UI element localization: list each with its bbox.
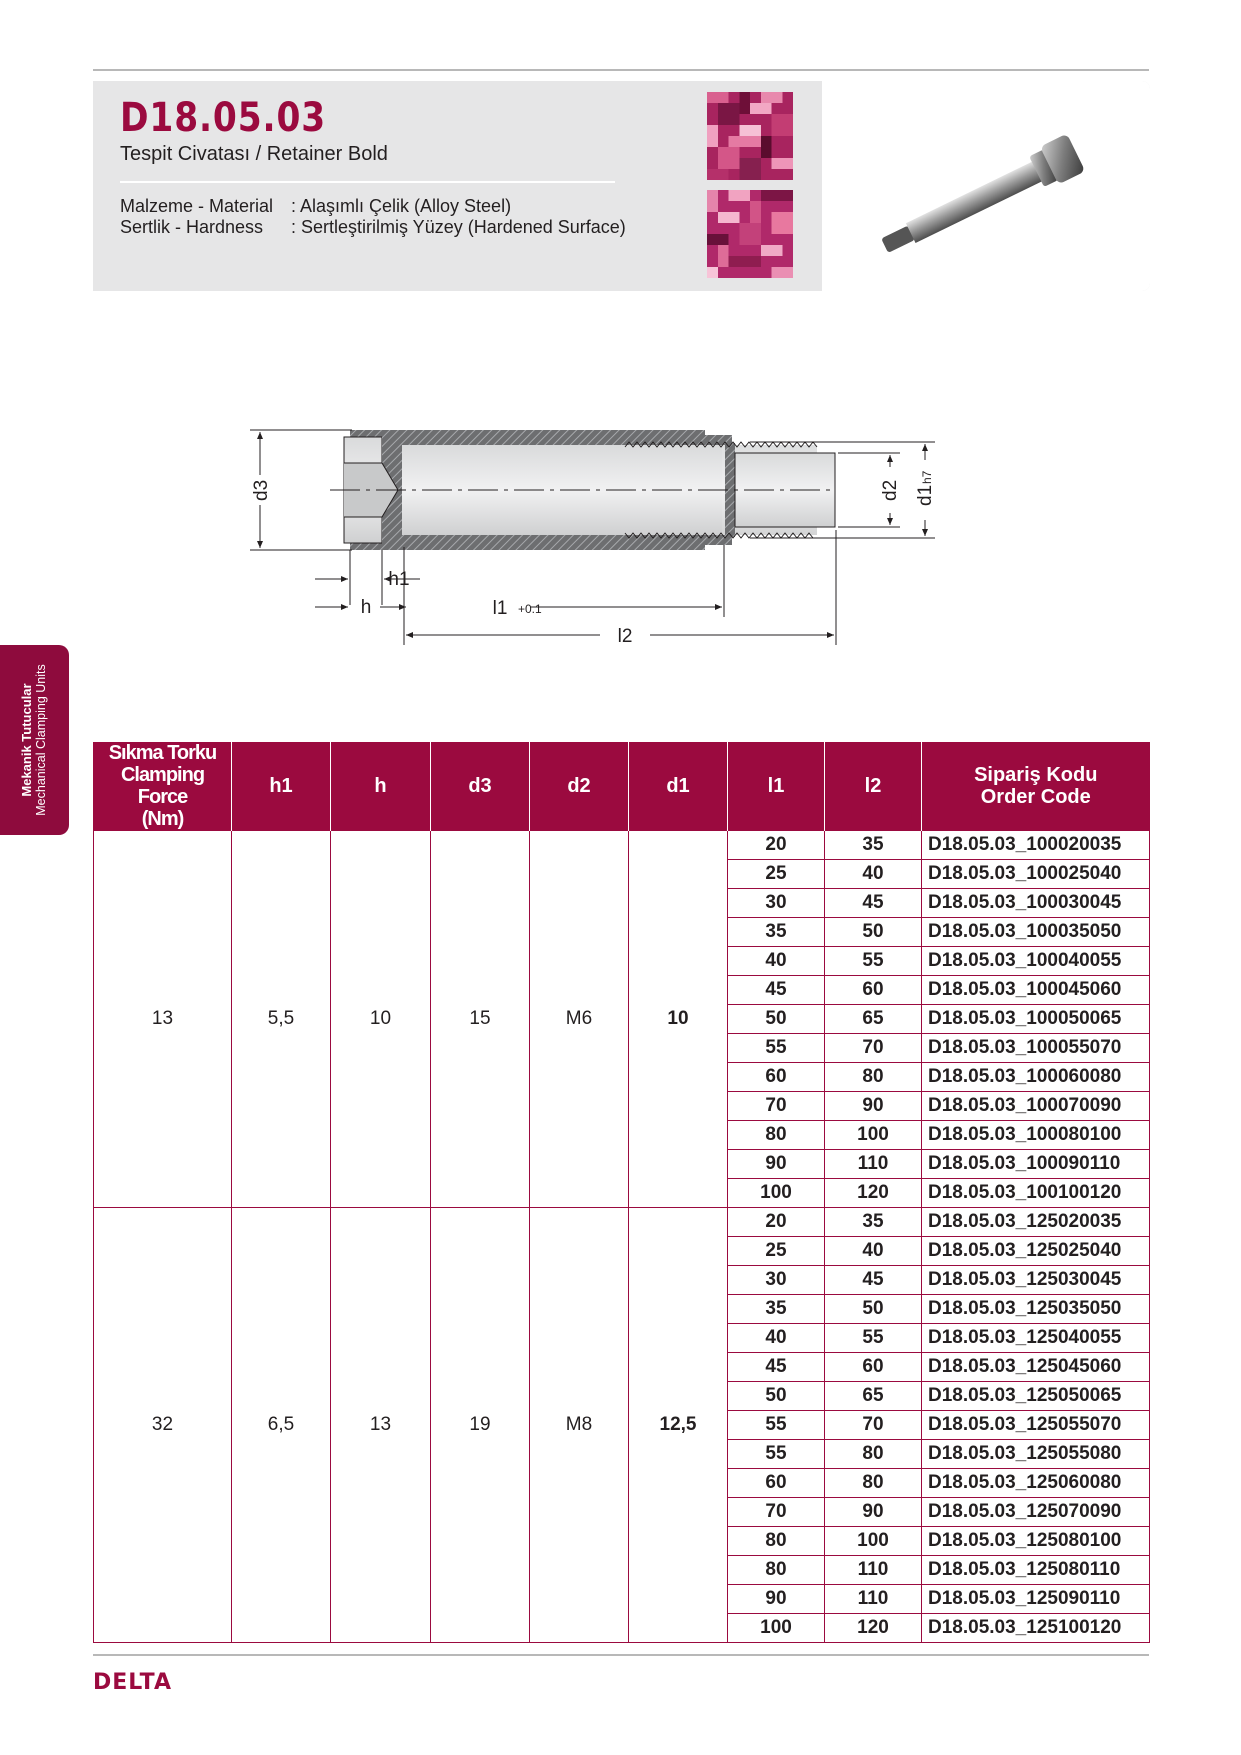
cell-l1: 25: [728, 860, 825, 889]
drawing-body: [330, 430, 835, 550]
material-row: [120, 196, 626, 217]
cell-l1: 30: [728, 1266, 825, 1295]
dim-h: h: [360, 597, 372, 618]
cell-order-code: D18.05.03_125035050: [922, 1295, 1150, 1324]
cell-order-code: D18.05.03_125055080: [922, 1440, 1150, 1469]
cell-order-code: D18.05.03_100040055: [922, 947, 1150, 976]
cell-l2: 55: [825, 947, 922, 976]
cell-l2: 100: [825, 1121, 922, 1150]
cell-order-code: D18.05.03_100080100: [922, 1121, 1150, 1150]
cell-l2: 50: [825, 1295, 922, 1324]
col-h1: h1: [232, 742, 331, 831]
col-clamping-force: [94, 742, 232, 831]
cell-l2: 110: [825, 1585, 922, 1614]
cell-order-code: D18.05.03_125060080: [922, 1469, 1150, 1498]
hardness-label: Sertlik - Hardness: [120, 217, 264, 237]
material-label: Malzeme - Material: [120, 196, 274, 216]
cell-order-code: D18.05.03_125080110: [922, 1556, 1150, 1585]
cell-l2: 90: [825, 1498, 922, 1527]
cell-order-code: D18.05.03_125045060: [922, 1353, 1150, 1382]
force-head-2: Clamping Force: [120, 764, 205, 808]
retainer-bolt-image: [822, 81, 1150, 291]
qr-code-1: [707, 92, 793, 180]
side-tab-text: [19, 664, 49, 815]
table-header: [94, 742, 1150, 831]
cell-order-code: D18.05.03_100050065: [922, 1005, 1150, 1034]
dim-l2: l2: [617, 626, 633, 647]
cell-l2: 80: [825, 1440, 922, 1469]
cell-l2: 70: [825, 1034, 922, 1063]
cell-order-code: D18.05.03_100060080: [922, 1063, 1150, 1092]
cell-l2: 110: [825, 1150, 922, 1179]
cell-order-code: D18.05.03_125080100: [922, 1527, 1150, 1556]
cell-l1: 25: [728, 1237, 825, 1266]
header-panel: [93, 81, 1150, 291]
cell-order-code: D18.05.03_100035050: [922, 918, 1150, 947]
cell-l1: 100: [728, 1614, 825, 1643]
hardness-row: [120, 217, 626, 238]
cell-l1: 45: [728, 976, 825, 1005]
cell-l1: 35: [728, 918, 825, 947]
cell-order-code: D18.05.03_125050065: [922, 1382, 1150, 1411]
product-code: D18.05.03: [120, 95, 327, 141]
cell-l2: 35: [825, 831, 922, 860]
cell-l2: 65: [825, 1005, 922, 1034]
logo-text: DELTA: [93, 1670, 172, 1695]
cell-l1: 40: [728, 947, 825, 976]
dim-d1: d1: [915, 484, 936, 506]
cell-order-code: D18.05.03_125040055: [922, 1324, 1150, 1353]
cell-l1: 50: [728, 1005, 825, 1034]
group-d1: 10: [629, 831, 728, 1208]
dim-l1: l1: [492, 598, 508, 619]
force-head-3: (Nm): [141, 808, 184, 830]
cell-l1: 80: [728, 1556, 825, 1585]
cell-order-code: D18.05.03_125100120: [922, 1614, 1150, 1643]
cell-l2: 120: [825, 1179, 922, 1208]
col-d3: d3: [431, 742, 530, 831]
table-body: [94, 831, 1150, 1643]
cell-order-code: D18.05.03_100025040: [922, 860, 1150, 889]
cell-order-code: D18.05.03_100045060: [922, 976, 1150, 1005]
top-rule: [93, 69, 1149, 71]
cell-l2: 40: [825, 860, 922, 889]
cell-order-code: D18.05.03_125030045: [922, 1266, 1150, 1295]
cell-l1: 90: [728, 1150, 825, 1179]
cell-l1: 50: [728, 1382, 825, 1411]
properties: [120, 196, 626, 238]
col-h: h: [331, 742, 431, 831]
group-force: 32: [94, 1208, 232, 1643]
cell-l1: 20: [728, 831, 825, 860]
cell-order-code: D18.05.03_100030045: [922, 889, 1150, 918]
cell-l2: 90: [825, 1092, 922, 1121]
cell-l2: 120: [825, 1614, 922, 1643]
dim-d3: d3: [251, 479, 272, 501]
dim-l1-tol: +0.1: [518, 602, 542, 616]
col-d1: d1: [629, 742, 728, 831]
delta-logo: [93, 1668, 193, 1694]
product-photo: [822, 81, 1150, 291]
side-tab: [0, 645, 69, 835]
side-tab-title: Mekanik Tutucular: [19, 683, 34, 797]
col-l1: l1: [728, 742, 825, 831]
spec-table: [93, 742, 1150, 1643]
cell-l2: 45: [825, 1266, 922, 1295]
table-row: [94, 831, 1150, 860]
side-tab-subtitle: Mechanical Clamping Units: [34, 664, 48, 816]
technical-drawing: [251, 405, 1030, 665]
cell-l1: 55: [728, 1034, 825, 1063]
col-d2: d2: [530, 742, 629, 831]
group-d2: M8: [530, 1208, 629, 1643]
group-d3: 19: [431, 1208, 530, 1643]
cell-l2: 55: [825, 1324, 922, 1353]
cell-order-code: D18.05.03_125055070: [922, 1411, 1150, 1440]
cell-order-code: D18.05.03_100100120: [922, 1179, 1150, 1208]
cell-l2: 100: [825, 1527, 922, 1556]
group-h1: 6,5: [232, 1208, 331, 1643]
cell-l2: 60: [825, 1353, 922, 1382]
group-force: 13: [94, 831, 232, 1208]
cell-l1: 60: [728, 1469, 825, 1498]
cell-l2: 70: [825, 1411, 922, 1440]
cell-order-code: D18.05.03_100055070: [922, 1034, 1150, 1063]
dim-d1-tol: h7: [920, 470, 934, 484]
cell-order-code: D18.05.03_100070090: [922, 1092, 1150, 1121]
group-h: 13: [331, 1208, 431, 1643]
col-order-code: [922, 742, 1150, 831]
cell-l2: 50: [825, 918, 922, 947]
cell-l1: 70: [728, 1092, 825, 1121]
product-subtitle: Tespit Civatası / Retainer Bold: [120, 143, 388, 165]
cell-l1: 90: [728, 1585, 825, 1614]
cell-l1: 45: [728, 1353, 825, 1382]
cell-l2: 65: [825, 1382, 922, 1411]
order-head-1: Sipariş Kodu: [974, 764, 1098, 786]
cell-l2: 80: [825, 1063, 922, 1092]
cell-order-code: D18.05.03_125025040: [922, 1237, 1150, 1266]
cell-l1: 35: [728, 1295, 825, 1324]
cell-order-code: D18.05.03_100090110: [922, 1150, 1150, 1179]
cell-order-code: D18.05.03_100020035: [922, 831, 1150, 860]
cell-l1: 55: [728, 1411, 825, 1440]
cell-l1: 20: [728, 1208, 825, 1237]
table-row: [94, 1208, 1150, 1237]
order-head-2: Order Code: [980, 786, 1091, 808]
cell-l2: 35: [825, 1208, 922, 1237]
cell-l2: 40: [825, 1237, 922, 1266]
cell-order-code: D18.05.03_125070090: [922, 1498, 1150, 1527]
cell-order-code: D18.05.03_125020035: [922, 1208, 1150, 1237]
dim-d2: d2: [880, 479, 901, 501]
group-d3: 15: [431, 831, 530, 1208]
material-value: : Alaşımlı Çelik (Alloy Steel): [291, 196, 512, 216]
bottom-rule: [93, 1654, 1149, 1656]
qr-code-2: [707, 190, 793, 278]
cell-l1: 30: [728, 889, 825, 918]
cell-l1: 80: [728, 1527, 825, 1556]
group-d2: M6: [530, 831, 629, 1208]
cell-l2: 110: [825, 1556, 922, 1585]
group-h: 10: [331, 831, 431, 1208]
cell-l1: 70: [728, 1498, 825, 1527]
cell-order-code: D18.05.03_125090110: [922, 1585, 1150, 1614]
hardness-value: : Sertleştirilmiş Yüzey (Hardened Surface): [291, 217, 626, 237]
cell-l2: 60: [825, 976, 922, 1005]
title-divider: [120, 181, 615, 183]
force-head-1: Sıkma Torku: [108, 742, 217, 764]
cell-l1: 80: [728, 1121, 825, 1150]
cell-l1: 60: [728, 1063, 825, 1092]
cell-l1: 55: [728, 1440, 825, 1469]
cell-l1: 40: [728, 1324, 825, 1353]
cell-l2: 45: [825, 889, 922, 918]
group-d1: 12,5: [629, 1208, 728, 1643]
dim-h1: h1: [388, 569, 410, 590]
cell-l1: 100: [728, 1179, 825, 1208]
cell-l2: 80: [825, 1469, 922, 1498]
group-h1: 5,5: [232, 831, 331, 1208]
col-l2: l2: [825, 742, 922, 831]
